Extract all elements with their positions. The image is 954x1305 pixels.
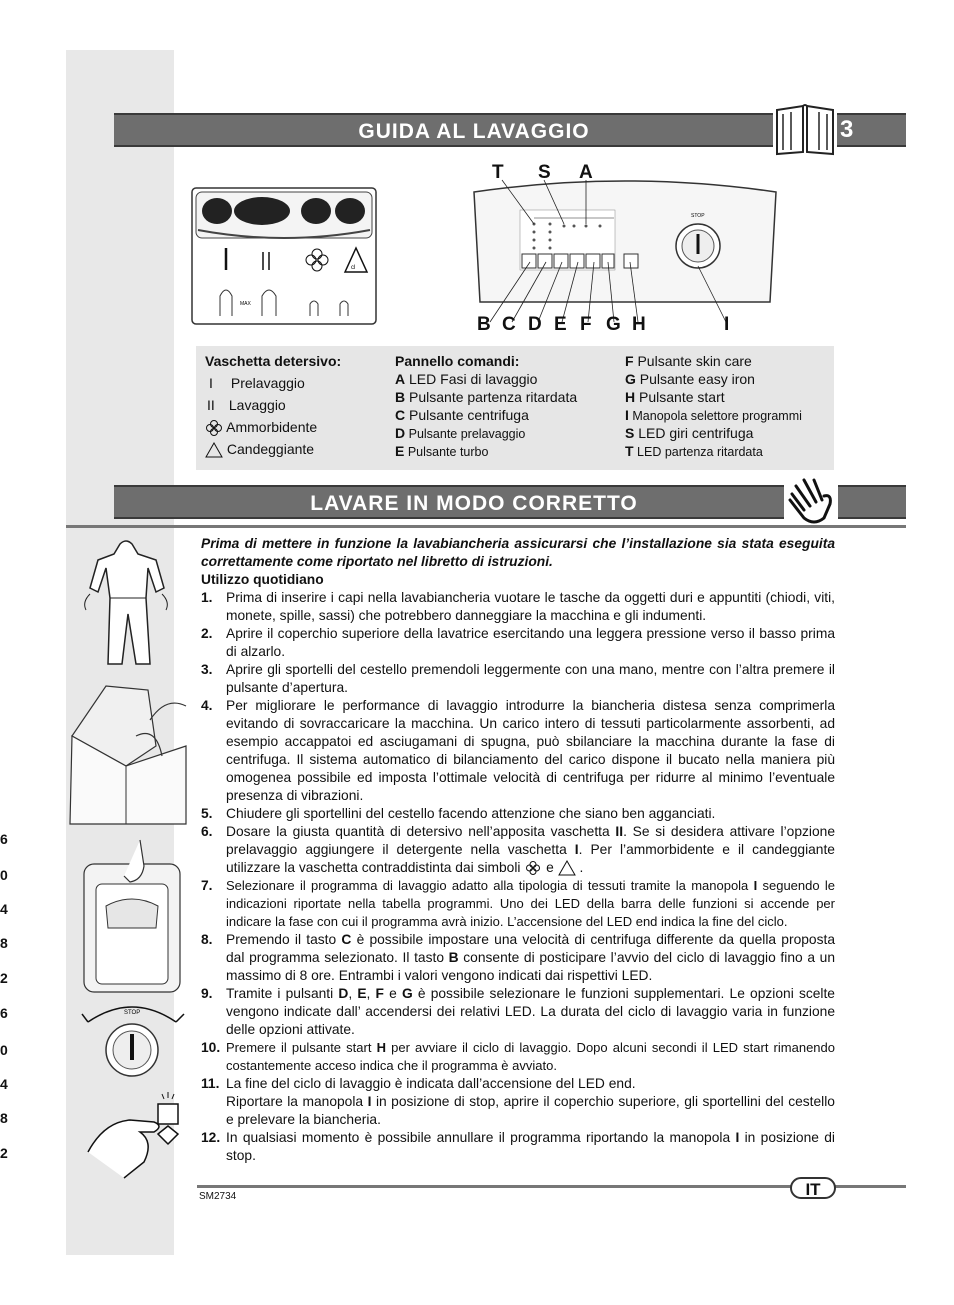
dial-stop-label: STOP bbox=[691, 213, 705, 219]
side-number: 8 bbox=[0, 935, 8, 951]
legend-drawer-title: Vaschetta detersivo: bbox=[205, 353, 342, 369]
legend-panel-item: E Pulsante turbo bbox=[395, 443, 489, 459]
open-lid-illustration bbox=[66, 676, 190, 826]
legend-drawer-item bbox=[205, 418, 341, 436]
side-number: 4 bbox=[0, 1076, 8, 1092]
legend-panel-item: D Pulsante prelavaggio bbox=[395, 425, 526, 441]
legend-box bbox=[196, 346, 834, 470]
step-item: 8. Premendo il tasto C è possibile impostare una velocità di centrifuga differente da quella proposta dal programma selezionato. Il tasto B consente di posticipare l’avvio del ciclo di lavaggio fino a un massimo di 8 ore. Entrambi i valori vengono indicati dai rispettivi LED. bbox=[201, 932, 835, 983]
step-item: 2. Aprire il coperchio superiore della lavatrice esercitando una leggera pressione verso il basso prima di alzarlo. bbox=[201, 626, 835, 659]
page-title: GUIDA AL LAVAGGIO bbox=[358, 120, 590, 143]
step-item: 1. Prima di inserire i capi nella lavabiancheria vuotare le tasche da oggetti duri e appuntiti (chiodi, viti, monete, spille, sassi) che potrebbero danneggiare la macchina e gli indumenti. bbox=[201, 590, 835, 623]
legend-panel bbox=[395, 352, 577, 460]
label-T: T bbox=[492, 162, 504, 183]
label-F: F bbox=[580, 314, 592, 335]
side-number: 0 bbox=[0, 867, 8, 883]
legend-panel-item: S LED giri centrifuga bbox=[625, 425, 754, 441]
side-number: 2 bbox=[0, 970, 8, 986]
hand-icon bbox=[784, 474, 838, 528]
detergent-drawer-diagram bbox=[190, 186, 380, 326]
legend-panel-title: Pannello comandi: bbox=[395, 353, 520, 369]
step-item: 5. Chiudere gli sportellini del cestello facendo attenzione che siano ben agganciati. bbox=[201, 806, 716, 821]
step-item: 11. La fine del ciclo di lavaggio è indicata dall’accensione del LED end. Riportare la manopola I in posizione di stop, aprire il coperchio superiore, gli sportellini del cestello e prelevare la biancheria. bbox=[201, 1076, 835, 1127]
label-B: B bbox=[477, 314, 491, 335]
legend-drawer bbox=[205, 352, 341, 458]
program-dial-illustration bbox=[72, 996, 190, 1088]
bleach-triangle-icon bbox=[205, 442, 223, 458]
footer-rule bbox=[197, 1185, 792, 1188]
legend-panel-item: F Pulsante skin care bbox=[625, 353, 752, 369]
side-number: 2 bbox=[0, 1145, 8, 1161]
side-number: 0 bbox=[0, 1042, 8, 1058]
control-panel-diagram bbox=[470, 162, 780, 342]
label-I: I bbox=[724, 314, 730, 335]
drawer-max-label: MAX bbox=[240, 301, 251, 307]
step-item: 6. Dosare la giusta quantità di detersivo nell’apposita vaschetta II. Se si desidera attivare l’opzione prelavaggio aggiungere il detergente nella vaschetta I. Per l’ammorbidente e il candeggiante utilizzare la vaschetta contraddistinta dai simboli e . bbox=[201, 824, 835, 875]
label-S: S bbox=[538, 162, 551, 183]
side-number: 6 bbox=[0, 831, 8, 847]
flower-icon bbox=[205, 420, 223, 436]
legend-drawer-item bbox=[205, 396, 341, 414]
footer-rule bbox=[834, 1185, 906, 1188]
wash-symbol: II bbox=[207, 397, 215, 413]
label-E: E bbox=[554, 314, 567, 335]
legend-panel-item: H Pulsante start bbox=[625, 389, 725, 405]
prewash-symbol: I bbox=[209, 375, 213, 391]
section-divider bbox=[66, 525, 906, 528]
step-item: 9. Tramite i pulsanti D, E, F e G è possibile selezionare le funzioni supplementari. Le opzioni scelte vengono indicate dall’ accendersi dei relativi LED. La durata del ciclo di lavaggio varia in funzione delle opzioni attivate. bbox=[201, 986, 835, 1037]
clothes-pockets-illustration bbox=[76, 538, 176, 668]
step-item: 7. Selezionare il programma di lavaggio adatto alla tipologia di tessuti tramite la manopola I seguendo le indicazioni riportate nella tabella programmi. Uno dei LED della barra delle funzioni si accende per indicare la fase con cui il programma avrà inizio. L’accensione del LED end indica la fine del ciclo. bbox=[201, 878, 835, 929]
drawer-item-label: Ammorbidente bbox=[226, 419, 318, 435]
drum-doors-illustration bbox=[70, 836, 184, 996]
label-D: D bbox=[528, 314, 542, 335]
side-number: 8 bbox=[0, 1110, 8, 1126]
intro-text: Prima di mettere in funzione la lavabiancheria assicurarsi che l’installazione sia stata eseguita correttamente come riportato nel libretto di istruzioni. bbox=[201, 536, 835, 569]
drawer-item-label: Candeggiante bbox=[226, 441, 315, 457]
step-item: 4. Per migliorare le performance di lavaggio introdurre la biancheria distesa senza comprimerla evitando di sovraccaricare la macchina. Un carico intero di tessuti particolarmente assorbenti, ad esempio accappatoi ed asciugamani di spugna, può sbilanciare la macchina durante la fase di centrifuga. Il sistema automatico di bilanciamento del carico dispone il bucato nella maniera più omogenea possibile ed imposta l’ottimale velocità di centrifuga per ridurre al minimo l’eventuale presenza di vibrazioni. bbox=[201, 698, 835, 803]
bleach-triangle-icon bbox=[558, 860, 576, 876]
side-number: 6 bbox=[0, 1005, 8, 1021]
label-H: H bbox=[632, 314, 646, 335]
start-button-illustration bbox=[84, 1092, 184, 1182]
legend-drawer-item bbox=[205, 440, 341, 458]
subheading: Utilizzo quotidiano bbox=[201, 572, 324, 587]
dial-stop-label: STOP bbox=[124, 1010, 141, 1016]
document-code: SM2734 bbox=[199, 1191, 237, 1202]
legend-drawer-item bbox=[205, 374, 341, 392]
legend-panel-item: C Pulsante centrifuga bbox=[395, 407, 529, 423]
legend-panel-item: A LED Fasi di lavaggio bbox=[395, 371, 538, 387]
legend-panel-item: I Manopola selettore programmi bbox=[625, 407, 802, 423]
flower-icon bbox=[524, 861, 542, 875]
section-title: LAVARE IN MODO CORRETTO bbox=[310, 492, 638, 515]
step-item: 3. Aprire gli sportelli del cestello premendoli leggermente con una mano, mentre con l’altra premere il pulsante d’apertura. bbox=[201, 662, 835, 695]
drawer-item-label: Lavaggio bbox=[228, 397, 286, 413]
side-number: 4 bbox=[0, 901, 8, 917]
legend-panel-item: B Pulsante partenza ritardata bbox=[395, 389, 578, 405]
drawer-item-label: Prelavaggio bbox=[230, 375, 305, 391]
legend-panel-2 bbox=[625, 352, 802, 460]
legend-panel-item: T LED partenza ritardata bbox=[625, 443, 763, 459]
book-icon bbox=[773, 102, 837, 158]
language-badge: IT bbox=[790, 1177, 836, 1199]
instructions bbox=[201, 535, 835, 1165]
step-item: 12. In qualsiasi momento è possibile annullare il programma riportando la manopola I in posizione di stop. bbox=[201, 1130, 835, 1163]
step-item: 10. Premere il pulsante start H per avviare il ciclo di lavaggio. Dopo alcuni secondi il LED start rimanendo costantemente acceso indica che il programma è avviato. bbox=[201, 1040, 835, 1073]
svg-text:cl: cl bbox=[351, 265, 356, 271]
page-number: 3 bbox=[840, 116, 854, 143]
label-C: C bbox=[502, 314, 516, 335]
label-A: A bbox=[579, 162, 593, 183]
label-G: G bbox=[606, 314, 621, 335]
legend-panel-item: G Pulsante easy iron bbox=[625, 371, 755, 387]
